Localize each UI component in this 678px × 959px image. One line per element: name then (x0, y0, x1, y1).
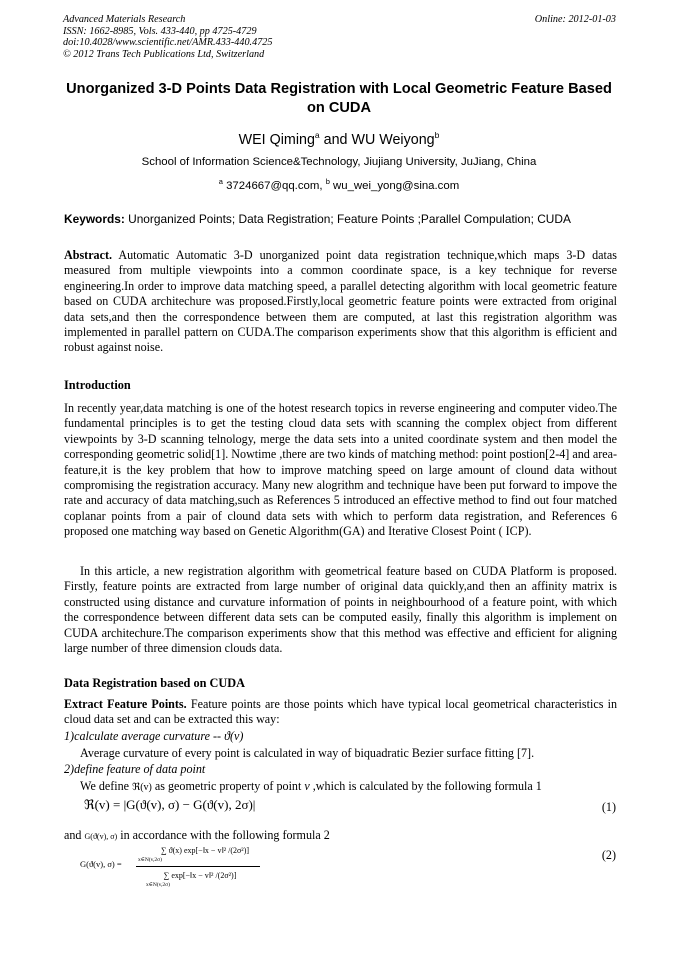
email-line (60, 177, 618, 192)
author-and: and (319, 131, 352, 148)
intro-paragraph-1: In recently year,data matching is one of the hotest research topics in reverse engineering and computer video.The fundamental principles is to get the testing cloud data sets with scanning the complex object from different viewpoints by 3-D scanning telnology, merge the data sets into a united coordinate system and then model the corresponding geometric solid[1]. Nowtime ,there are two kinds of matching method: point postion[2-4] and area-feature,it is the key problem that how to improve matching speed on large amount of clound data without compromising the registration accuracy. Many new alogrithm and technique have been put forward to impove the rate and accuracy of data matching,such as References 5 introduced an effective method to find out four matched coplanar points from a pair of clound data sets with which to perform data registration, and References 6 proposed one matching way based on Genetic Algorithm(GA) and Iterative Closest Point ( ICP). (64, 401, 617, 539)
email-b-sup: b (325, 177, 330, 186)
step-2-text-a: We define (80, 779, 133, 793)
formula-2-intro-b: in accordance with the following formula 2 (117, 828, 330, 842)
equation-2-lhs: G(ϑ(v), σ) = (80, 859, 122, 869)
affiliation: School of Information Science&Technology, Jiujiang University, JuJiang, China (141, 156, 537, 168)
author-2-sup: b (434, 130, 440, 140)
author-1-sup: a (314, 130, 320, 140)
section-heading: Data Registration based on CUDA (64, 676, 246, 690)
equation-1: ℜ(v) = |G(ϑ(v), σ) − G(ϑ(v), 2σ)| (84, 797, 256, 812)
step-1-text: Average curvature of every point is calculated in way of biquadratic Bezier surface fitting [7]. (80, 746, 535, 760)
equation-2-denominator: ∑ exp[−‖x − v‖² /(2σ²)] (163, 871, 237, 880)
author-2: WU Weiyong (351, 131, 435, 148)
equation-1-number: (1) (601, 800, 616, 814)
step-2-v: v (304, 779, 310, 793)
equation-2-denominator-sub: x∈N(v,2σ) (146, 882, 170, 888)
intro-heading: Introduction (64, 378, 131, 392)
keywords-text: Unorganized Points; Data Registration; Feature Points ;Parallel Compulation; CUDA (124, 212, 571, 226)
author-line (60, 130, 618, 148)
extract-feature-lead: Extract Feature Points. (64, 697, 187, 711)
equation-2-number: (2) (601, 848, 616, 862)
formula-2-intro (64, 828, 617, 844)
extract-feature-paragraph (64, 697, 617, 728)
email-a-sup: a (218, 177, 223, 186)
journal-header (63, 14, 616, 60)
step-2-title: 2)define feature of data point (64, 762, 206, 776)
online-date: Online: 2012-01-03 (534, 14, 616, 25)
journal-name: Advanced Materials Research (63, 14, 186, 25)
abstract (64, 248, 617, 356)
keywords (64, 212, 617, 226)
email-b: wu_wei_yong@sina.com (329, 179, 460, 192)
equation-2-numerator: ∑ ϑ(x) exp[−‖x − v‖² /(2σ²)] (160, 846, 250, 855)
keywords-label: Keywords: (64, 212, 125, 226)
intro-paragraph-2: In this article, a new registration algorithm with geometrical feature based on CUDA Platform is proposed. Firstly, feature points are extracted from large number of original data quickly,and then an affinity matrix is constructed using distance and curvature information of points in neighbourhood of a feature point, with which the correspondence between different data sets can be computed easily, finally this algorithm is implement on CUDA architechure.The comparison experiments show that this method was effective and efficient for aligning large number of three dimension clouds data. (64, 564, 617, 656)
step-2-symbol: ℜ(v) (132, 782, 152, 793)
step-2-text-b: as geometric property of point (151, 779, 305, 793)
journal-copyright: © 2012 Trans Tech Publications Ltd, Switzerland (63, 48, 265, 60)
abstract-label: Abstract. (64, 248, 113, 262)
email-a: 3724667@qq.com, (222, 179, 326, 192)
author-1: WEI Qiming (238, 131, 315, 148)
extract-feature-text: Feature points are those points which have typical local geometrical characteristics in cloud data set and can be extracted this way: (64, 697, 617, 727)
step-2-text-c: ,which is calculated by the following formula 1 (309, 779, 542, 793)
step-2-text (64, 779, 617, 795)
equation-2-fraction-bar (136, 866, 260, 867)
journal-issn: ISSN: 1662-8985, Vols. 433-440, pp 4725-4729 (63, 25, 257, 37)
formula-2-intro-symbol: G(ϑ(v), σ) (84, 832, 118, 841)
equation-2-numerator-sub: x∈N(v,2σ) (138, 857, 162, 863)
paper-title: Unorganized 3-D Points Data Registration with Local Geometric Feature Based on CUDA (66, 81, 612, 116)
step-1-title: 1)calculate average curvature -- ϑ(v) (64, 729, 244, 743)
journal-doi: doi:10.4028/www.scientific.net/AMR.433-440.4725 (63, 37, 273, 49)
formula-2-intro-a: and (64, 828, 85, 842)
abstract-text: Automatic Automatic 3-D unorganized point data registration technique,which maps 3-D datas measured from multiple viewpoints into a common coordinate space, is a key technique for reverse engineering.In order to improve data matching speed, a parallel detecting algorithm with local geometric feature based on CUDA architechure was proposed.Firstly,local geometric feature points were extracted from original data sets,and then the correspondence between them are computed, at last this registration algorithm was implemented in parallel pattern on CUDA.The comparison experiments show that this algorithm is efficient and robust against noise. (64, 248, 617, 355)
